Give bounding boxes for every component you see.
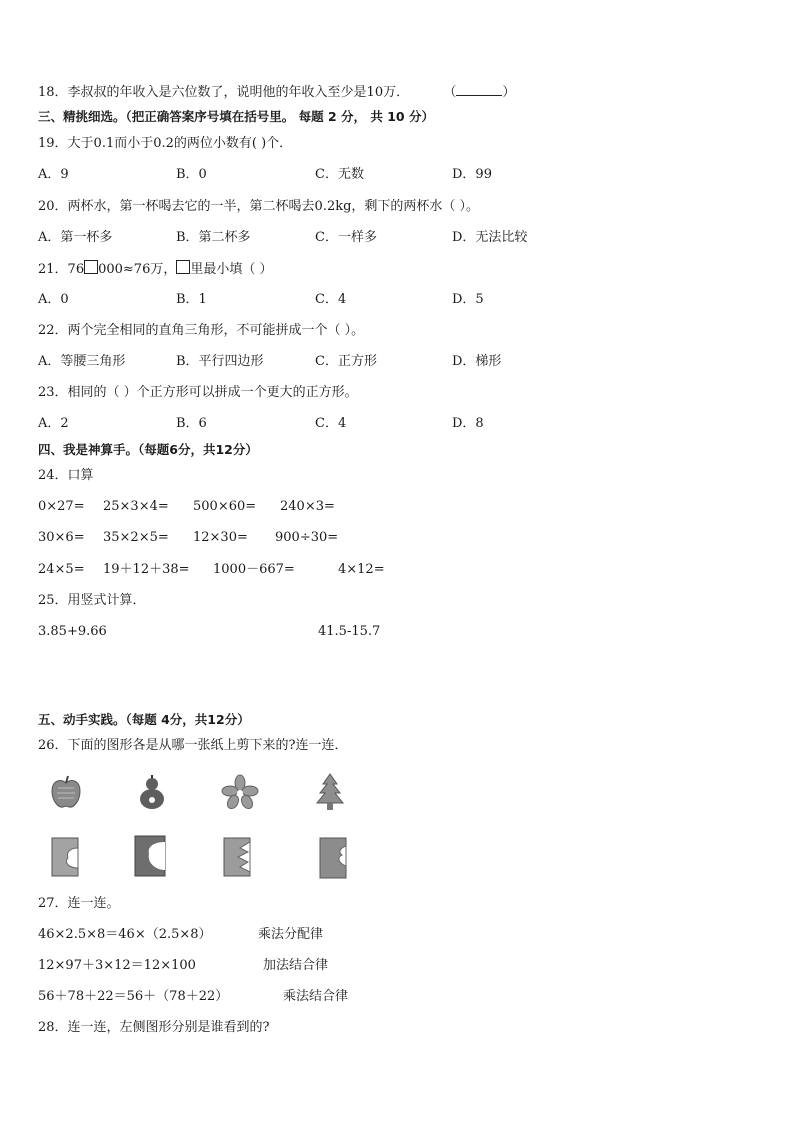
calc-item: 900÷30= xyxy=(275,530,339,545)
equation-left: 46×2.5×8＝46×（2.5×8） xyxy=(38,927,212,942)
section-3-heading: 三、精挑细选。（把正确答案序号填在括号里。 每题 2 分， 共 10 分） xyxy=(38,109,434,124)
option-a: A．等腰三角形 xyxy=(38,354,126,369)
blank-square-icon xyxy=(176,260,190,274)
option-a: A．2 xyxy=(38,416,69,431)
law-right: 乘法结合律 xyxy=(283,989,349,1004)
option-a: A．第一杯多 xyxy=(38,230,113,245)
question-24-title: 24．口算 xyxy=(38,468,94,483)
apple-shape-icon xyxy=(48,774,84,810)
calc-item: 240×3= xyxy=(280,499,335,514)
option-d: D．无法比较 xyxy=(452,230,528,245)
paper-piece-3-icon xyxy=(222,836,252,878)
calc-item: 500×60= xyxy=(193,499,257,514)
option-d: D．梯形 xyxy=(452,354,502,369)
calc-item: 35×2×5= xyxy=(103,530,169,545)
calc-item: 25×3×4= xyxy=(103,499,169,514)
question-18: 18．李叔叔的年收入是六位数了，说明他的年收入至少是10万． （ ） xyxy=(38,85,516,100)
paper-piece-1-icon xyxy=(50,836,80,878)
question-23: 23．相同的（ ）个正方形可以拼成一个更大的正方形。 xyxy=(38,385,358,400)
gourd-shape-icon xyxy=(135,772,169,812)
calc-item: 0×27= xyxy=(38,499,85,514)
option-b: B．6 xyxy=(176,416,207,431)
question-27-title: 27．连一连。 xyxy=(38,896,120,911)
option-c: C．4 xyxy=(315,292,347,307)
paper-piece-4-icon xyxy=(318,836,348,880)
option-b: B．1 xyxy=(176,292,207,307)
question-28-title: 28．连一连，左侧图形分别是谁看到的? xyxy=(38,1020,270,1035)
calc-item: 30×6= xyxy=(38,530,85,545)
law-right: 乘法分配律 xyxy=(258,927,324,942)
option-b: B．平行四边形 xyxy=(176,354,264,369)
option-a: A．0 xyxy=(38,292,69,307)
question-20: 20．两杯水，第一杯喝去它的一半，第二杯喝去0.2kg，剩下的两杯水（ ）。 xyxy=(38,199,480,214)
paper-piece-2-icon xyxy=(133,834,167,878)
question-26-title: 26．下面的图形各是从哪一张纸上剪下来的?连一连． xyxy=(38,738,348,753)
option-d: D．99 xyxy=(452,167,492,182)
calc-item: 24×5= xyxy=(38,562,85,577)
section-5-heading: 五、动手实践。（每题 4分，共12分） xyxy=(38,712,250,727)
calc-item: 19＋12＋38= xyxy=(103,562,190,577)
flower-shape-icon xyxy=(220,774,260,810)
question-19: 19．大于0.1而小于0.2的两位小数有( )个． xyxy=(38,136,293,151)
answer-blank[interactable] xyxy=(456,83,502,96)
tree-shape-icon xyxy=(314,772,346,812)
vertical-calc-b: 41.5-15.7 xyxy=(318,624,381,639)
equation-left: 12×97＋3×12＝12×100 xyxy=(38,958,196,973)
question-25-title: 25．用竖式计算． xyxy=(38,593,146,608)
question-21: 21．76 000≈76万， 里最小填（ ） xyxy=(38,262,273,277)
calc-item: 1000－667= xyxy=(213,562,295,577)
option-b: B．0 xyxy=(176,167,207,182)
question-22: 22．两个完全相同的直角三角形，不可能拼成一个（ ）。 xyxy=(38,323,365,338)
calc-item: 12×30= xyxy=(193,530,248,545)
option-a: A．9 xyxy=(38,167,69,182)
vertical-calc-a: 3.85+9.66 xyxy=(38,624,107,639)
option-c: C．4 xyxy=(315,416,347,431)
option-c: C．一样多 xyxy=(315,230,377,245)
blank-square-icon xyxy=(84,260,98,274)
section-4-heading: 四、我是神算手。（每题6分，共12分） xyxy=(38,442,258,457)
option-d: D．5 xyxy=(452,292,484,307)
law-right: 加法结合律 xyxy=(263,958,329,973)
option-c: C．无数 xyxy=(315,167,364,182)
calc-item: 4×12= xyxy=(338,562,385,577)
option-d: D．8 xyxy=(452,416,484,431)
equation-left: 56＋78＋22＝56＋（78＋22） xyxy=(38,989,229,1004)
option-b: B．第二杯多 xyxy=(176,230,251,245)
option-c: C．正方形 xyxy=(315,354,377,369)
